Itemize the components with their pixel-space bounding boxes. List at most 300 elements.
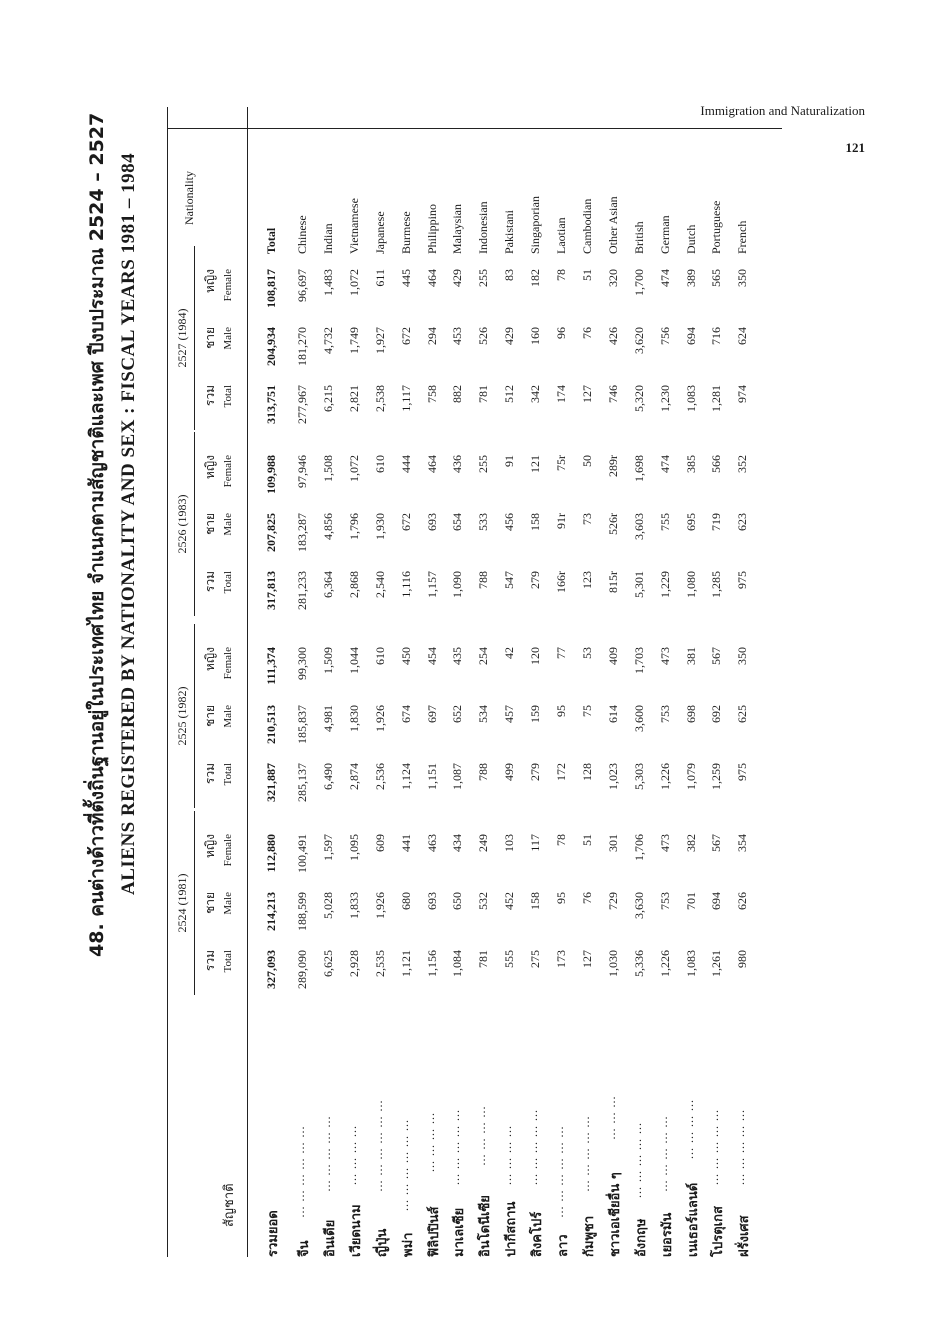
table-row — [705, 107, 729, 1257]
nationality-english: Chinese — [295, 215, 309, 254]
table-cell: 532 — [476, 892, 491, 910]
table-cell: 1,157 — [424, 571, 439, 598]
table-cell: 1,023 — [605, 763, 620, 790]
column-header-thai: รวม — [203, 571, 217, 593]
column-header-thai: ชาย — [203, 327, 217, 349]
table-cell: 693 — [424, 892, 439, 910]
table-cell: 534 — [476, 705, 491, 723]
table-cell: 1,083 — [683, 385, 698, 412]
nationality-thai: ฝรั่งเศส — [737, 1215, 753, 1257]
table-cell: 6,215 — [320, 385, 335, 412]
table-cell: 474 — [657, 269, 672, 287]
table-cell: 698 — [683, 705, 698, 723]
table-cell: 4,856 — [320, 513, 335, 540]
table-cell: 352 — [735, 455, 750, 473]
table-cell: 1,749 — [346, 327, 361, 354]
table-cell: 1,121 — [398, 950, 413, 977]
table-cell: 567 — [709, 834, 724, 852]
table-cell: 1,072 — [346, 455, 361, 482]
table-cell: 1,259 — [709, 763, 724, 790]
total-row — [260, 107, 284, 1257]
leader-dots: ... ... ... ... ... — [655, 1115, 670, 1192]
table-cell: 473 — [657, 647, 672, 665]
rotated-table-page — [82, 107, 782, 1257]
table-row — [628, 107, 652, 1257]
nationality-english: Indonesian — [476, 201, 491, 254]
table-cell: 882 — [450, 385, 465, 403]
year-header: 2524 (1981) — [175, 873, 189, 933]
table-cell: 1,072 — [346, 269, 361, 296]
table-cell: 1,079 — [683, 763, 698, 790]
table-row — [498, 107, 522, 1257]
table-cell: 1,116 — [398, 571, 413, 598]
nationality-thai: ญี่ปุ่น — [374, 1228, 390, 1257]
table-cell: 1,151 — [424, 763, 439, 790]
table-cell: 97,946 — [295, 455, 309, 488]
table-cell: 547 — [502, 571, 517, 589]
column-header-thai: หญิง — [203, 834, 217, 858]
nationality-english: Portuguese — [709, 200, 724, 254]
nationality-thai: กัมพูชา — [581, 1215, 597, 1257]
column-header-thai: หญิง — [203, 269, 217, 293]
table-cell: 464 — [424, 269, 439, 287]
table-cell: 452 — [502, 892, 517, 910]
table-cell: 112,880 — [264, 834, 278, 873]
table-cell: 474 — [657, 455, 672, 473]
column-header-english: Male — [222, 327, 234, 350]
table-cell: 788 — [476, 571, 491, 589]
table-cell: 75 — [579, 705, 594, 717]
table-cell: 2,874 — [346, 763, 361, 790]
table-cell: 2,538 — [372, 385, 387, 412]
table-cell: 91 — [502, 455, 517, 467]
table-cell: 753 — [657, 892, 672, 910]
nationality-english: German — [657, 215, 672, 254]
table-cell: 350 — [735, 269, 750, 287]
table-cell: 75r — [554, 455, 568, 471]
table-cell: 204,934 — [264, 327, 278, 366]
table-cell: 694 — [709, 892, 724, 910]
table-cell: 4,981 — [320, 705, 335, 732]
table-row — [421, 107, 445, 1257]
table-cell: 350 — [735, 647, 750, 665]
leader-dots: ... ... ... ... ... ... — [552, 1125, 566, 1218]
table-cell: 441 — [398, 834, 413, 852]
table-cell: 160 — [528, 327, 543, 345]
table-cell: 5,301 — [631, 571, 646, 598]
leader-dots: ... ... ... — [603, 1095, 618, 1140]
table-cell: 781 — [476, 385, 491, 403]
table-cell: 78 — [554, 834, 568, 846]
column-header-thai: ชาย — [203, 705, 217, 727]
column-header-english: Total — [222, 385, 234, 408]
table-cell: 3,603 — [631, 513, 646, 540]
table-cell: 746 — [605, 385, 620, 403]
table-cell: 788 — [476, 763, 491, 781]
table-cell: 4,732 — [320, 327, 335, 354]
table-cell: 445 — [398, 269, 413, 287]
table-cell: 435 — [450, 647, 465, 665]
table-cell: 1,226 — [657, 763, 672, 790]
table-cell: 453 — [450, 327, 465, 345]
table-cell: 975 — [735, 763, 750, 781]
nationality-thai: ชาวเอเชียอื่น ๆ — [607, 1172, 623, 1257]
table-cell: 815r — [605, 571, 620, 593]
year-underline — [194, 624, 195, 808]
column-header-english: Total — [222, 763, 234, 786]
table-cell: 95 — [554, 705, 568, 717]
table-cell: 672 — [398, 327, 413, 345]
leader-dots: ... ... ... ... ... ... — [396, 1119, 411, 1211]
table-cell: 1,926 — [372, 705, 387, 732]
table-cell: 78 — [554, 269, 568, 281]
year-header: 2525 (1982) — [175, 686, 189, 746]
table-cell: 512 — [502, 385, 517, 403]
table-cell: 51 — [579, 834, 594, 846]
table-cell: 650 — [450, 892, 465, 910]
table-cell: 320 — [605, 269, 620, 287]
table-row — [291, 107, 315, 1257]
nationality-header-thai: สัญชาติ — [222, 1183, 237, 1227]
leader-dots: ... ... ... ... ... — [733, 1109, 748, 1185]
table-cell: 1,833 — [346, 892, 361, 919]
table-cell: 753 — [657, 705, 672, 723]
nationality-thai: รวมยอด — [266, 1210, 281, 1257]
table-cell: 6,625 — [320, 950, 335, 977]
table-cell: 123 — [579, 571, 594, 589]
column-header-english: Female — [222, 269, 234, 302]
table-cell: 53 — [579, 647, 594, 659]
table-cell: 117 — [528, 834, 543, 852]
table-cell: 5,303 — [631, 763, 646, 790]
table-cell: 6,364 — [320, 571, 335, 598]
nationality-english: Indian — [320, 223, 335, 254]
table-cell: 473 — [657, 834, 672, 852]
table-cell: 1,044 — [346, 647, 361, 674]
table-cell: 5,028 — [320, 892, 335, 919]
table-cell: 188,599 — [295, 892, 309, 931]
table-cell: 120 — [528, 647, 543, 665]
table-row — [343, 107, 367, 1257]
table-cell: 317,813 — [264, 571, 278, 610]
table-cell: 5,336 — [631, 950, 646, 977]
table-cell: 158 — [528, 892, 543, 910]
table-cell: 1,509 — [320, 647, 335, 674]
table-cell: 321,887 — [264, 763, 278, 802]
nationality-english: Pakistani — [502, 210, 517, 254]
table-cell: 716 — [709, 327, 724, 345]
table-cell: 426 — [605, 327, 620, 345]
table-cell: 652 — [450, 705, 465, 723]
table-cell: 456 — [502, 513, 517, 531]
table-cell: 1,230 — [657, 385, 672, 412]
nationality-thai: เนเธอร์แลนด์ — [685, 1182, 701, 1257]
nationality-thai: ลาว — [556, 1234, 571, 1257]
table-cell: 694 — [683, 327, 698, 345]
table-cell: 6,490 — [320, 763, 335, 790]
table-cell: 254 — [476, 647, 491, 665]
table-cell: 672 — [398, 513, 413, 531]
table-cell: 533 — [476, 513, 491, 531]
table-cell: 755 — [657, 513, 672, 531]
table-cell: 565 — [709, 269, 724, 287]
table-cell: 695 — [683, 513, 698, 531]
table-cell: 1,483 — [320, 269, 335, 296]
table-cell: 279 — [528, 571, 543, 589]
table-row — [395, 107, 419, 1257]
running-head: Immigration and Naturalization — [700, 103, 865, 118]
table-cell: 429 — [502, 327, 517, 345]
table-cell: 974 — [735, 385, 750, 403]
table-cell: 3,630 — [631, 892, 646, 919]
table-cell: 2,535 — [372, 950, 387, 977]
table-cell: 83 — [502, 269, 517, 281]
table-cell: 95 — [554, 892, 568, 904]
table-cell: 275 — [528, 950, 543, 968]
table-cell: 51 — [579, 269, 594, 281]
nationality-english: Dutch — [683, 224, 698, 254]
table-cell: 1,117 — [398, 385, 413, 412]
table-cell: 182 — [528, 269, 543, 287]
table-cell: 697 — [424, 705, 439, 723]
table-cell: 692 — [709, 705, 724, 723]
nationality-english: Vietnamese — [346, 198, 361, 254]
table-cell: 1,124 — [398, 763, 413, 790]
leader-dots: ... ... ... ... — [681, 1099, 696, 1159]
table-cell: 103 — [502, 834, 517, 852]
table-cell: 610 — [372, 455, 387, 473]
nationality-thai: โปรตุเกส — [711, 1206, 727, 1257]
leader-dots: ... ... ... ... ... — [707, 1109, 722, 1185]
table-cell: 566 — [709, 455, 724, 473]
table-cell: 172 — [554, 763, 568, 781]
table-cell: 434 — [450, 834, 465, 852]
nationality-header-english: Nationality — [182, 171, 196, 225]
table-cell: 2,540 — [372, 571, 387, 598]
table-cell: 50 — [579, 455, 594, 467]
table-cell: 96 — [554, 327, 568, 339]
table-cell: 436 — [450, 455, 465, 473]
table-cell: 444 — [398, 455, 413, 473]
table-cell: 76 — [579, 327, 594, 339]
table-cell: 181,270 — [295, 327, 309, 366]
table-cell: 674 — [398, 705, 413, 723]
nationality-thai: มาเลเซีย — [452, 1207, 468, 1257]
table-cell: 499 — [502, 763, 517, 781]
table-cell: 185,837 — [295, 705, 309, 744]
column-header-english: Male — [222, 705, 234, 728]
table-row — [680, 107, 704, 1257]
leader-dots: ... ... ... ... ... — [577, 1115, 592, 1192]
table-cell: 1,703 — [631, 647, 646, 674]
leader-dots: ... ... ... ... — [344, 1125, 359, 1185]
table-cell: 1,030 — [605, 950, 620, 977]
column-header-thai: รวม — [203, 950, 217, 972]
table-cell: 5,320 — [631, 385, 646, 412]
table-cell: 2,821 — [346, 385, 361, 412]
nationality-thai: ฟิลิปปินส์ — [426, 1206, 442, 1257]
table-cell: 128 — [579, 763, 594, 781]
header-bottom-rule — [247, 107, 248, 1257]
table-cell: 611 — [372, 269, 387, 287]
table-cell: 457 — [502, 705, 517, 723]
table-row — [602, 107, 626, 1257]
table-cell: 464 — [424, 455, 439, 473]
table-cell: 1,226 — [657, 950, 672, 977]
table-cell: 111,374 — [264, 647, 278, 685]
table-cell: 76 — [579, 892, 594, 904]
nationality-english: Philippino — [424, 203, 439, 254]
nationality-english: Laotian — [554, 217, 568, 254]
table-cell: 1,926 — [372, 892, 387, 919]
table-cell: 463 — [424, 834, 439, 852]
table-cell: 99,300 — [295, 647, 309, 680]
table-cell: 174 — [554, 385, 568, 403]
leader-dots: ... ... ... ... ... ... — [370, 1099, 385, 1192]
table-cell: 1,083 — [683, 950, 698, 977]
nationality-english: Other Asian — [605, 196, 620, 254]
table-cell: 327,093 — [264, 950, 278, 989]
table-cell: 756 — [657, 327, 672, 345]
year-underline — [194, 811, 195, 995]
table-cell: 166r — [554, 571, 568, 593]
table-cell: 719 — [709, 513, 724, 531]
nationality-thai: เยอรมัน — [659, 1212, 675, 1257]
table-cell: 100,491 — [295, 834, 309, 873]
table-cell: 1,508 — [320, 455, 335, 482]
table-row — [524, 107, 548, 1257]
table-cell: 1,597 — [320, 834, 335, 861]
table-cell: 1,927 — [372, 327, 387, 354]
column-header-english: Female — [222, 834, 234, 867]
table-row — [576, 107, 600, 1257]
year-underline — [194, 432, 195, 616]
leader-dots: ... ... ... ... ... — [448, 1109, 463, 1185]
table-cell: 91r — [554, 513, 568, 529]
table-cell: 526 — [476, 327, 491, 345]
table-cell: 210,513 — [264, 705, 278, 744]
column-header-english: Female — [222, 455, 234, 488]
table-cell: 980 — [735, 950, 750, 968]
table-cell: 173 — [554, 950, 568, 968]
table-cell: 159 — [528, 705, 543, 723]
nationality-thai: จีน — [297, 1240, 312, 1257]
nationality-english: Japanese — [372, 211, 387, 254]
table-cell: 354 — [735, 834, 750, 852]
table-cell: 758 — [424, 385, 439, 403]
table-cell: 454 — [424, 647, 439, 665]
nationality-thai: เวียดนาม — [348, 1204, 364, 1257]
table-cell: 3,600 — [631, 705, 646, 732]
table-row — [472, 107, 496, 1257]
column-header-thai: หญิง — [203, 647, 217, 671]
column-header-english: Total — [222, 571, 234, 594]
nationality-thai: อินเดีย — [322, 1219, 338, 1257]
table-cell: 1,156 — [424, 950, 439, 977]
table-cell: 294 — [424, 327, 439, 345]
table-cell: 249 — [476, 834, 491, 852]
table-cell: 975 — [735, 571, 750, 589]
table-cell: 255 — [476, 455, 491, 473]
table-cell: 614 — [605, 705, 620, 723]
nationality-english: Burmese — [398, 211, 413, 254]
table-cell: 680 — [398, 892, 413, 910]
column-header-thai: รวม — [203, 763, 217, 785]
column-header-english: Female — [222, 647, 234, 680]
header-top-rule — [167, 107, 168, 1257]
table-cell: 277,967 — [295, 385, 309, 424]
table-row — [446, 107, 470, 1257]
table-cell: 1,698 — [631, 455, 646, 482]
table-cell: 77 — [554, 647, 568, 659]
table-cell: 96,697 — [295, 269, 309, 302]
table-cell: 623 — [735, 513, 750, 531]
table-cell: 729 — [605, 892, 620, 910]
nationality-thai: พม่า — [400, 1232, 416, 1257]
table-cell: 555 — [502, 950, 517, 968]
table-cell: 1,281 — [709, 385, 724, 412]
nationality-english: Cambodian — [579, 198, 594, 254]
table-cell: 313,751 — [264, 385, 278, 424]
table-cell: 409 — [605, 647, 620, 665]
table-cell: 693 — [424, 513, 439, 531]
table-cell: 289,090 — [295, 950, 309, 989]
table-cell: 2,536 — [372, 763, 387, 790]
nationality-thai: อังกฤษ — [633, 1218, 649, 1257]
table-cell: 255 — [476, 269, 491, 287]
table-cell: 73 — [579, 513, 594, 525]
table-cell: 1,285 — [709, 571, 724, 598]
table-cell: 1,095 — [346, 834, 361, 861]
table-row — [731, 107, 755, 1257]
table-cell: 625 — [735, 705, 750, 723]
table-row — [654, 107, 678, 1257]
table-cell: 450 — [398, 647, 413, 665]
leader-dots: ... ... ... ... — [422, 1112, 437, 1172]
nationality-thai: สิงคโปร์ — [530, 1211, 546, 1257]
leader-dots: ... ... ... ... — [500, 1125, 515, 1185]
table-title-thai: 48. คนต่างด้าวที่ตั้งถิ่นฐานอยู่ในประเทศไทย จำแนกตามสัญชาติและเพศ ปีงบประมาณ 2524 – 2527 — [86, 112, 108, 957]
table-cell: 626 — [735, 892, 750, 910]
table-cell: 1,796 — [346, 513, 361, 540]
table-cell: 1,084 — [450, 950, 465, 977]
table-cell: 381 — [683, 647, 698, 665]
column-header-english: Male — [222, 892, 234, 915]
table-cell: 127 — [579, 950, 594, 968]
table-cell: 183,287 — [295, 513, 309, 552]
nationality-english: French — [735, 220, 750, 254]
table-cell: 127 — [579, 385, 594, 403]
leader-dots: ... ... ... ... ... ... — [293, 1125, 307, 1218]
nationality-thai: อินโดนีเซีย — [478, 1195, 494, 1257]
leader-dots: ... ... ... ... — [474, 1105, 489, 1166]
table-row — [550, 107, 574, 1257]
table-cell: 382 — [683, 834, 698, 852]
column-header-thai: ชาย — [203, 513, 217, 535]
table-cell: 624 — [735, 327, 750, 345]
table-title-english: ALIENS REGISTERED BY NATIONALITY AND SEX : FISCAL YEARS 1981 – 1984 — [118, 152, 139, 895]
table-cell: 1,080 — [683, 571, 698, 598]
table-cell: 781 — [476, 950, 491, 968]
leader-dots: ... ... ... ... ... — [629, 1122, 644, 1198]
leader-dots: ... ... ... ... ... — [526, 1109, 541, 1185]
table-cell: 567 — [709, 647, 724, 665]
table-cell: 301 — [605, 834, 620, 852]
nationality-english: British — [631, 221, 646, 254]
table-cell: 342 — [528, 385, 543, 403]
nationality-english: Malaysian — [450, 204, 465, 254]
year-header: 2527 (1984) — [175, 308, 189, 368]
